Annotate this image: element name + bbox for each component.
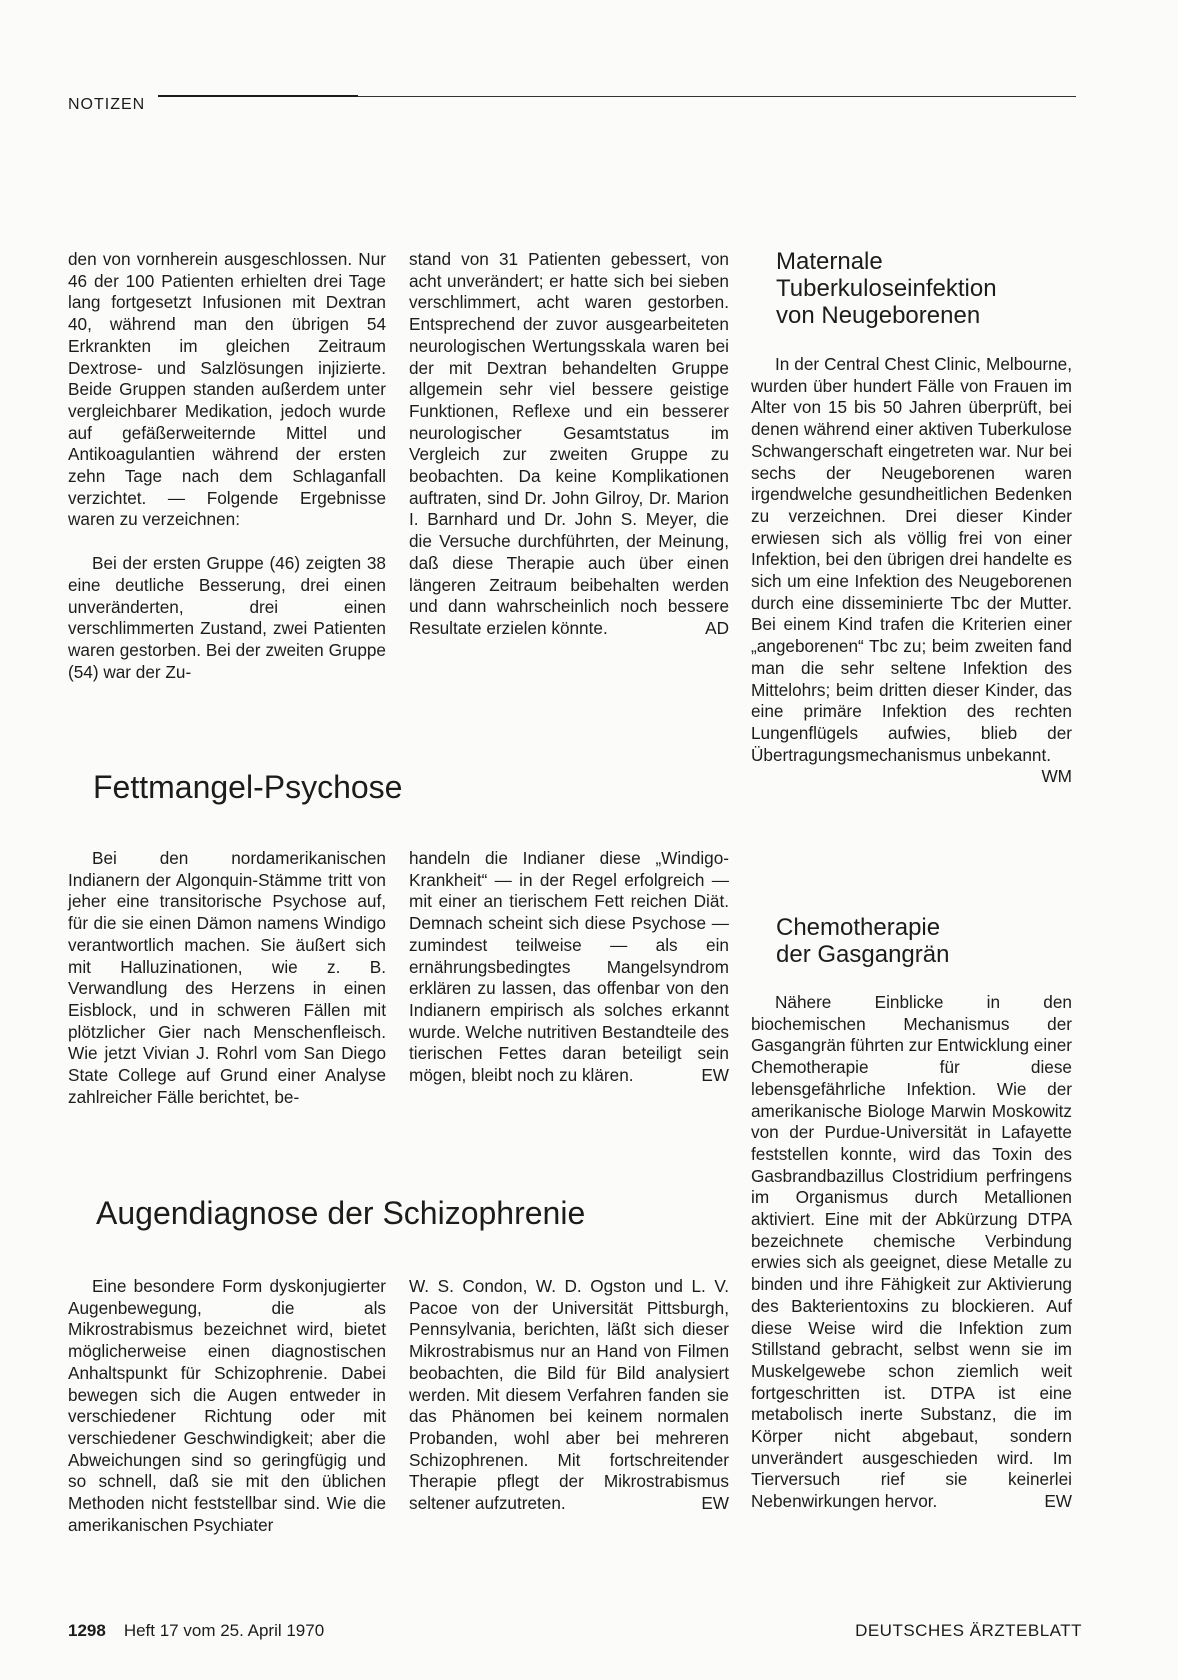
article2-paragraph-1: Bei den nordamerikanischen Indianern der Algonquin-Stämme tritt von jeher eine transitorische Psychose auf, für die sie einen Dämon namens Windigo verantwortlich machen. Sie äußert sich mit Halluzinationen, wie z. B. Verwandlung des Herzens in einen Eisblock, und in schweren Fällen mit plötzlicher Gier nach Menschenfleisch. Wie jetzt Vivian J. Rohrl vom San Diego State College auf Grund einer Analyse zahlreicher Fälle berichtet, be- [68, 848, 386, 1107]
article3-title: Augendiagnose der Schizophrenie [96, 1195, 586, 1231]
article4-paragraph: In der Central Chest Clinic, Melbourne, wurden über hundert Fälle von Frauen im Alter von 15 bis 50 Jahren überprüft, bei denen während einer aktiven Tuberkulose Schwangerschaft eingetreten war. Nur bei sechs der Neugeborenen waren irgendwelche gesundheitlichen Bedenken zu verzeichnen. Drei dieser Kinder erwiesen sich als völlig frei von einer Infektion, bei den übrigen drei handelte es sich um eine Infektion des Neugeborenen durch eine disseminierte Tbc der Mutter. Bei einem Kind trafen die Kriterien einer „angeborenen“ Tbc zu; beim zweiten fand man die sehr seltene Infektion des Mittelohrs; beim dritten dieser Kinder, das eine primäre Infektion des rechten Lungenflügels aufwies, blieb der Übertragungsmechanismus unbekannt. [751, 354, 1072, 765]
article4-title-line-3: von Neugeborenen [776, 302, 981, 329]
article2-signature: EW [701, 1065, 729, 1086]
article4-title-line-2: Tuberkuloseinfektion [776, 275, 997, 302]
article4-title-line-1: Maternale [776, 248, 883, 275]
article4-signature: WM [1041, 766, 1072, 787]
article3-column-1 [68, 1276, 386, 1536]
journal-name: DEUTSCHES ÄRZTEBLATT [855, 1621, 1082, 1640]
article2-title: Fettmangel-Psychose [93, 769, 403, 805]
page-number: 1298 [68, 1621, 106, 1640]
article5-title-line-1: Chemotherapie [776, 914, 941, 941]
issue-info: Heft 17 vom 25. April 1970 [123, 1621, 325, 1640]
article5-title [776, 914, 949, 968]
article3-signature: EW [701, 1493, 729, 1514]
article1-signature: AD [705, 617, 729, 638]
article5-signature: EW [1044, 1491, 1072, 1512]
article3-column-2 [409, 1276, 729, 1515]
page-footer-left [68, 1621, 324, 1641]
article1-paragraph-1: den von vornherein ausgeschlossen. Nur 46 der 100 Patienten erhielten drei Tage lang fortgesetzt Infusionen mit Dextran 40, während man den übrigen 54 Erkrankten im gleichen Zeitraum Dextrose- und Salzlösungen injizierte. Beide Gruppen standen außerdem unter vergleichbarer Medikation, jedoch wurde auf gefäßerweiternde Mittel und Antikoagulantien während der ersten zehn Tage nach dem Schlaganfall verzichtet. — Folgende Ergebnisse waren zu verzeichnen: [68, 249, 386, 530]
article1-column-2 [409, 249, 729, 640]
section-label: NOTIZEN [68, 96, 146, 113]
article5-paragraph: Nähere Einblicke in den biochemischen Mechanismus der Gasgangrän führten zur Entwicklung einer Chemotherapie für diese lebensgefährliche Infektion. Wie der amerikanische Biologe Marwin Moskowitz von der Purdue-Universität in Lafayette feststellen konnte, wird das Toxin des Gasbrandbazillus Clostridium perfringens im Organismus durch Metallionen aktiviert. Eine mit der Abkürzung DTPA bezeichnete chemische Verbindung erwies sich als geeignet, diese Metalle zu binden und ihre Fähigkeit zur Aktivierung des Bakterientoxins zu blockieren. Auf diese Weise wird die Infektion zum Stillstand gebracht, selbst wenn sie im Muskelgewebe schon ziemlich weit fortgeschritten ist. DTPA ist eine metabolisch inerte Substanz, die im Körper nicht abgebaut, sondern unverändert ausgeschieden wird. Im Tierversuch rief sie keinerlei Nebenwirkungen hervor. [751, 992, 1073, 1512]
article3-paragraph-1: Eine besondere Form dyskonjugierter Augenbewegung, die als Mikrostrabismus bezeichnet wird, bietet möglicherweise einen diagnostischen Anhaltspunkt für Schizophrenie. Dabei bewegen sich die Augen entweder in verschiedener Richtung oder mit verschiedener Geschwindigkeit; aber die Abweichungen sind so geringfügig und so schnell, daß sie mit den üblichen Methoden nicht feststellbar sind. Wie die amerikanischen Psychiater [68, 1276, 386, 1535]
header-rule-thin [358, 96, 1076, 97]
article2-column-2 [409, 848, 729, 1087]
header-rule-thick [158, 95, 358, 97]
article1-paragraph-2: Bei der ersten Gruppe (46) zeigten 38 eine deutliche Besserung, drei einen unveränderten, drei einen verschlimmerten Zustand, zwei Patienten waren gestorben. Bei der zweiten Gruppe (54) war der Zu- [68, 553, 386, 682]
article4-title [776, 248, 997, 329]
article5-title-line-2: der Gasgangrän [776, 941, 950, 968]
article5-column [751, 992, 1072, 1513]
article4-column [751, 354, 1072, 788]
article2-column-1 [68, 848, 386, 1108]
article3-paragraph-2: W. S. Condon, W. D. Ogston und L. V. Pacoe von der Universität Pittsburgh, Pennsylvania, berichten, läßt sich dieser Mikrostrabismus nur an Hand von Filmen beobachten, die Bild für Bild analysiert werden. Mit diesem Verfahren fanden sie das Phänomen bei keinem normalen Probanden, wohl aber bei mehreren Schizophrenen. Mit fortschreitender Therapie pflegt der Mikrostrabismus seltener aufzutreten. [409, 1276, 729, 1514]
article1-column-1 [68, 249, 386, 683]
article1-paragraph-3: stand von 31 Patienten gebessert, von acht unverändert; er hatte sich bei sieben verschlimmert, acht waren gestorben. Entsprechend der zuvor ausgearbeiteten neurologischen Wertungsskala waren bei der mit Dextran behandelten Gruppe allgemein sehr viel bessere geistige Funktionen, Reflexe und ein besserer neurologischer Gesamtstatus im Vergleich zur zweiten Gruppe zu beobachten. Da keine Komplikationen auftraten, sind Dr. John Gilroy, Dr. Marion I. Barnhard und Dr. John S. Meyer, die die Versuche durchführten, der Meinung, daß diese Therapie auch über einen längeren Zeitraum beibehalten werden und dann wahrscheinlich noch bessere Resultate erzielen könnte. [409, 249, 729, 638]
article2-paragraph-2: handeln die Indianer diese „Windigo-Krankheit“ — in der Regel erfolgreich — mit einer an tierischem Fett reichen Diät. Demnach scheint sich diese Psychose — zumindest teilweise — als ein ernährungsbedingtes Mangelsyndrom erklären zu lassen, das offenbar von den Indianern empirisch als solches erkannt wurde. Welche nutritiven Bestandteile des tierischen Fettes daran beteiligt sein mögen, bleibt noch zu klären. [409, 848, 729, 1086]
